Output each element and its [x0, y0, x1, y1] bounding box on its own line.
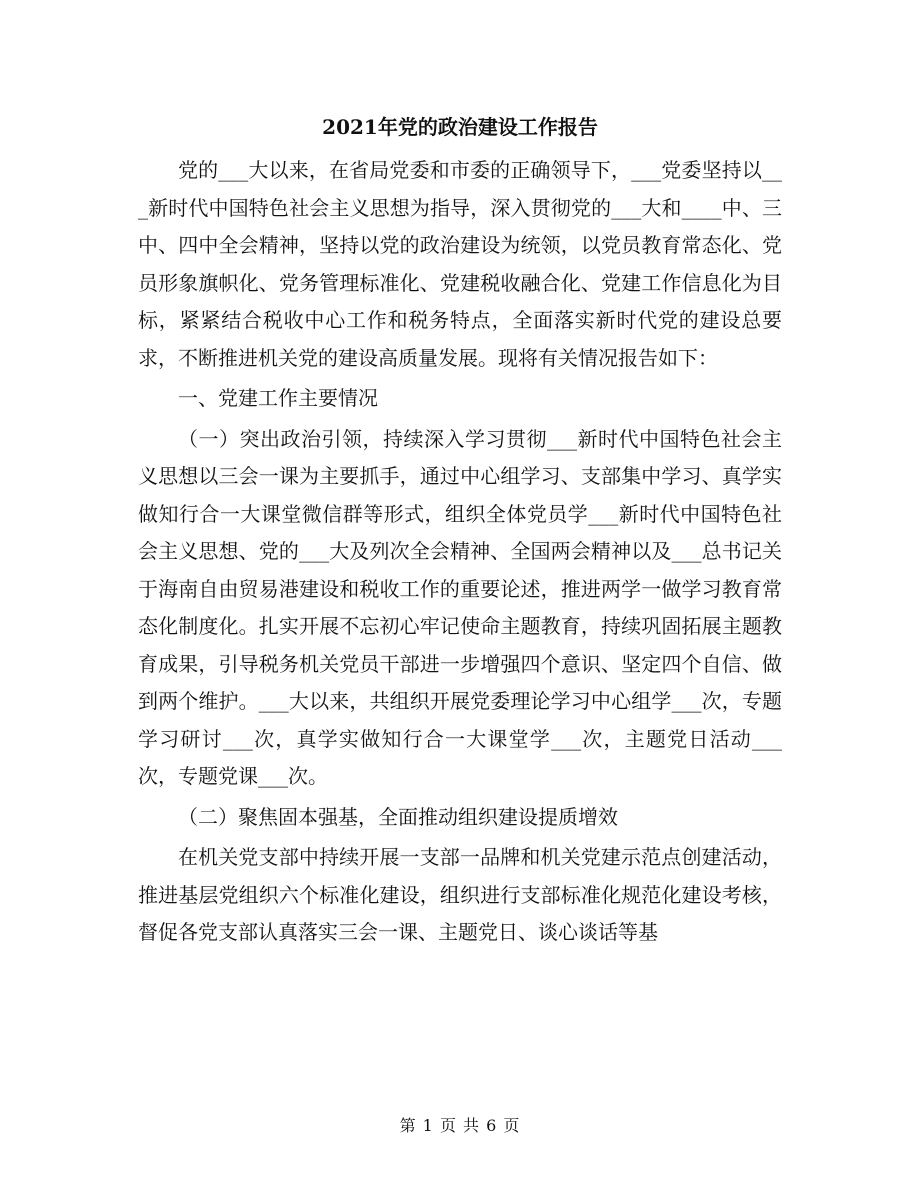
document-body — [138, 152, 782, 952]
subsection-paragraph-2: 在机关党支部中持续开展一支部一品牌和机关党建示范点创建活动，推进基层党组织六个标准化建设，组织进行支部标准化规范化建设考核，督促各党支部认真落实三会一课、主题党日、谈心谈话等基 — [138, 845, 782, 944]
document-title: 2021年党的政治建设工作报告 — [322, 115, 598, 139]
intro-paragraph: 党的___大以来，在省局党委和市委的正确领导下，___党委坚持以___新时代中国特色社会主义思想为指导，深入贯彻党的___大和____中、三中、四中全会精神，坚持以党的政治建设为统领，以党员教育常态化、党员形象旗帜化、党务管理标准化、党建税收融合化、党建工作信息化为目标，紧紧结合税收中心工作和税务特点，全面落实新时代党的建设总要求，不断推进机关党的建设高质量发展。现将有关情况报告如下： — [138, 158, 782, 370]
section-heading-1: 一、党建工作主要情况 — [178, 386, 378, 410]
page-footer: 第 1 页 共 6 页 — [399, 1116, 521, 1135]
subsection-paragraph-1: （一）突出政治引领，持续深入学习贯彻___新时代中国特色社会主义思想以三会一课为主要抓手，通过中心组学习、支部集中学习、真学实做知行合一大课堂微信群等形式，组织全体党员学___新时代中国特色社会主义思想、党的___大及列次全会精神、全国两会精神以及___总书记关于海南自由贸易港建设和税收工作的重要论述，推进两学一做学习教育常态化制度化。扎实开展不忘初心牢记使命主题教育，持续巩固拓展主题教育成果，引导税务机关党员干部进一步增强四个意识、坚定四个自信、做到两个维护。___大以来，共组织开展党委理论学习中心组学___次，专题学习研讨___次，真学实做知行合一大课堂学___次，主题党日活动___次，专题党课___次。 — [138, 426, 782, 788]
subsection-heading-2: （二）聚焦固本强基，全面推动组织建设提质增效 — [178, 804, 618, 829]
